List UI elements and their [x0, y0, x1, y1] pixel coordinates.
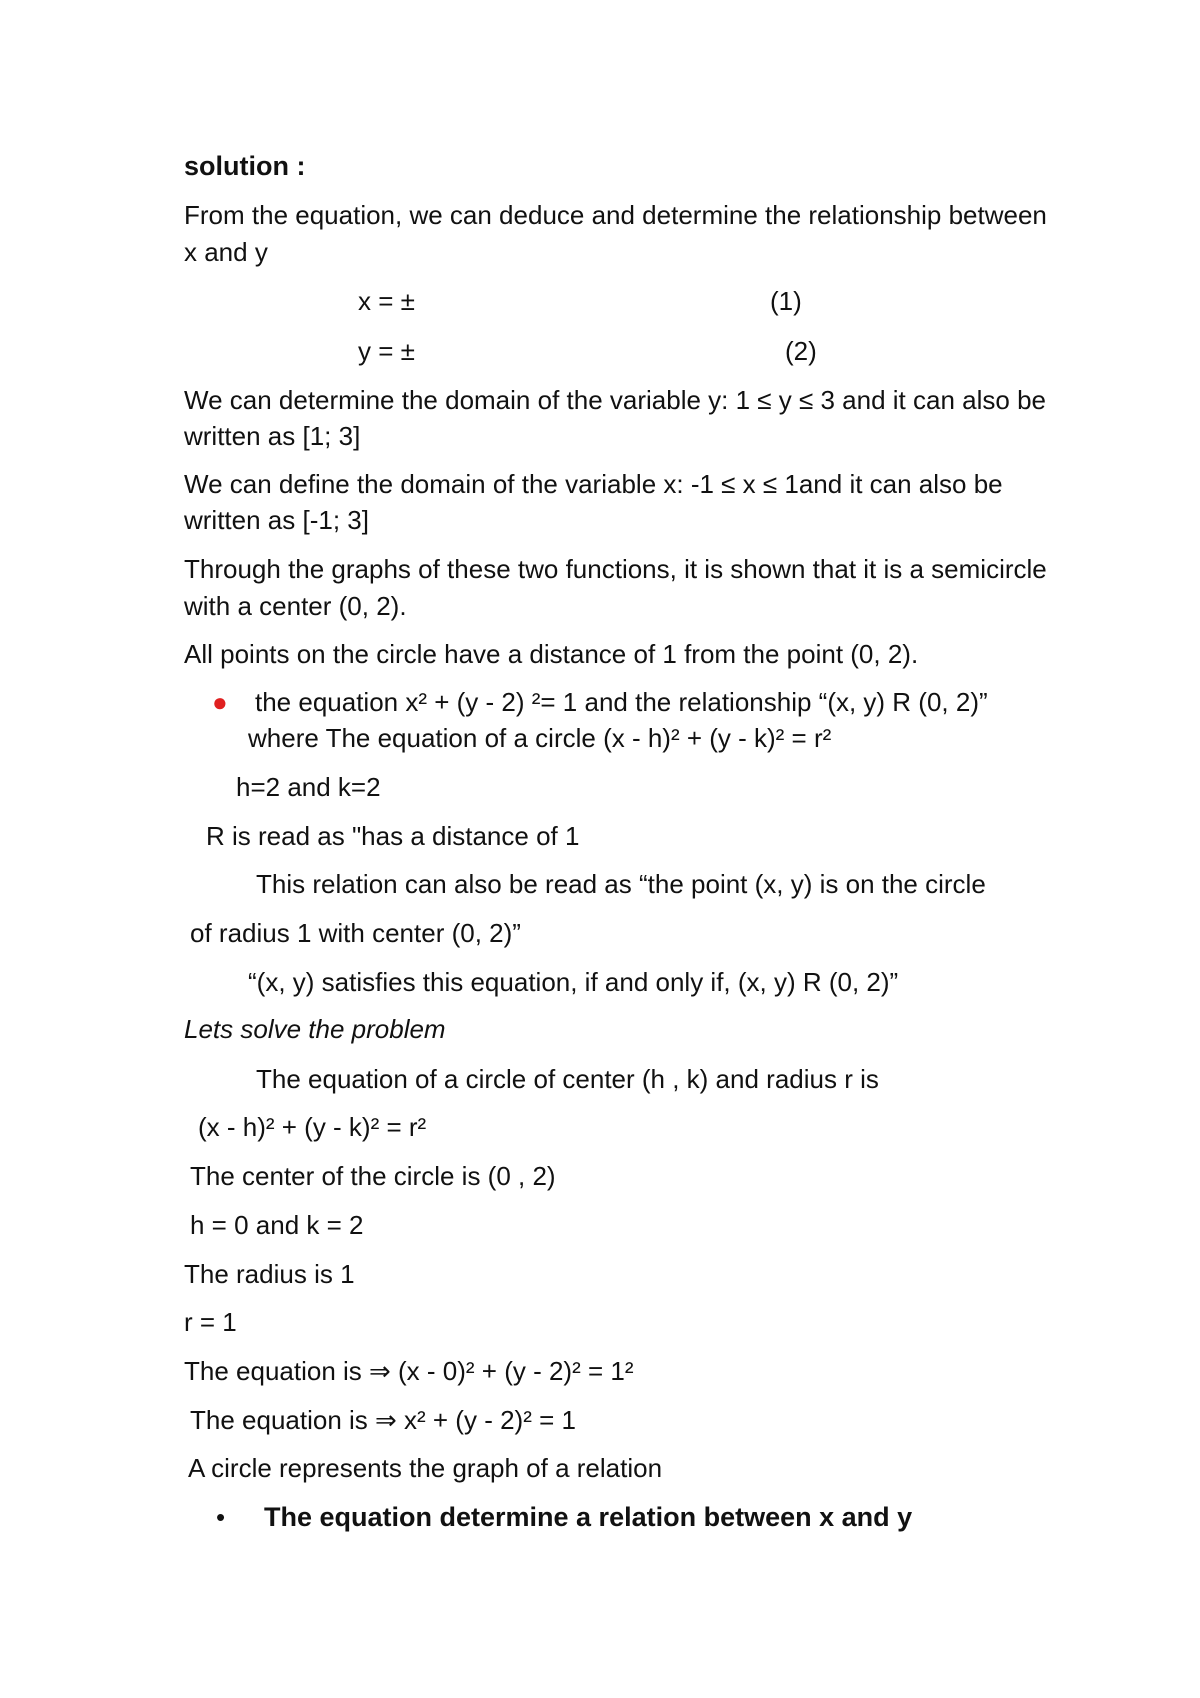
solve-general-eq: (x - h)² + (y - k)² = r² [198, 1112, 427, 1142]
solve-eq-2: The equation is ⇒ x² + (y - 2)² = 1 [190, 1405, 576, 1435]
solve-graph: A circle represents the graph of a relation [188, 1453, 663, 1483]
graphs-line-2: with a center (0, 2). [184, 591, 407, 621]
bullet1-line-2: where The equation of a circle (x - h)² + (y - k)² = r² [248, 723, 832, 753]
equation-y: y = ± [358, 336, 415, 366]
bullet1-hk: h=2 and k=2 [236, 772, 381, 802]
bullet-black-icon: • [216, 1502, 226, 1532]
graphs-line-1: Through the graphs of these two functions, it is shown that it is a semicircle [184, 554, 1047, 584]
domain-x-line-1: We can define the domain of the variable x: -1 ≤ x ≤ 1and it can also be [184, 469, 1003, 499]
solve-center: The center of the circle is (0 , 2) [190, 1161, 556, 1191]
solution-heading: solution : [184, 151, 306, 181]
bullet1-relation-2: of radius 1 with center (0, 2)” [190, 918, 521, 948]
domain-y-line-2: written as [1; 3] [184, 421, 361, 451]
bullet-red-icon: ● [212, 687, 228, 717]
bullet2-text: The equation determine a relation between x and y [264, 1502, 913, 1532]
solve-eq-desc: The equation of a circle of center (h , k) and radius r is [256, 1064, 879, 1094]
equation-y-number: (2) [785, 336, 817, 366]
domain-y-line-1: We can determine the domain of the variable y: 1 ≤ y ≤ 3 and it can also be [184, 385, 1046, 415]
bullet1-r-read: R is read as "has a distance of 1 [206, 821, 580, 851]
domain-x-line-2: written as [-1; 3] [184, 505, 369, 535]
bullet1-relation-1: This relation can also be read as “the point (x, y) is on the circle [256, 869, 986, 899]
intro-line-2: x and y [184, 237, 268, 267]
solve-radius: The radius is 1 [184, 1259, 355, 1289]
solve-heading: Lets solve the problem [184, 1014, 446, 1044]
bullet1-line-1: the equation x² + (y - 2) ²= 1 and the relationship “(x, y) R (0, 2)” [255, 687, 988, 717]
equation-x-number: (1) [770, 286, 802, 316]
solve-r: r = 1 [184, 1307, 237, 1337]
solve-eq-1: The equation is ⇒ (x - 0)² + (y - 2)² = 1² [184, 1356, 634, 1386]
intro-line-1: From the equation, we can deduce and determine the relationship between [184, 200, 1047, 230]
bullet1-satisfies: “(x, y) satisfies this equation, if and only if, (x, y) R (0, 2)” [248, 967, 899, 997]
equation-x: x = ± [358, 286, 415, 316]
distance-text: All points on the circle have a distance of 1 from the point (0, 2). [184, 639, 919, 669]
solve-hk: h = 0 and k = 2 [190, 1210, 364, 1240]
